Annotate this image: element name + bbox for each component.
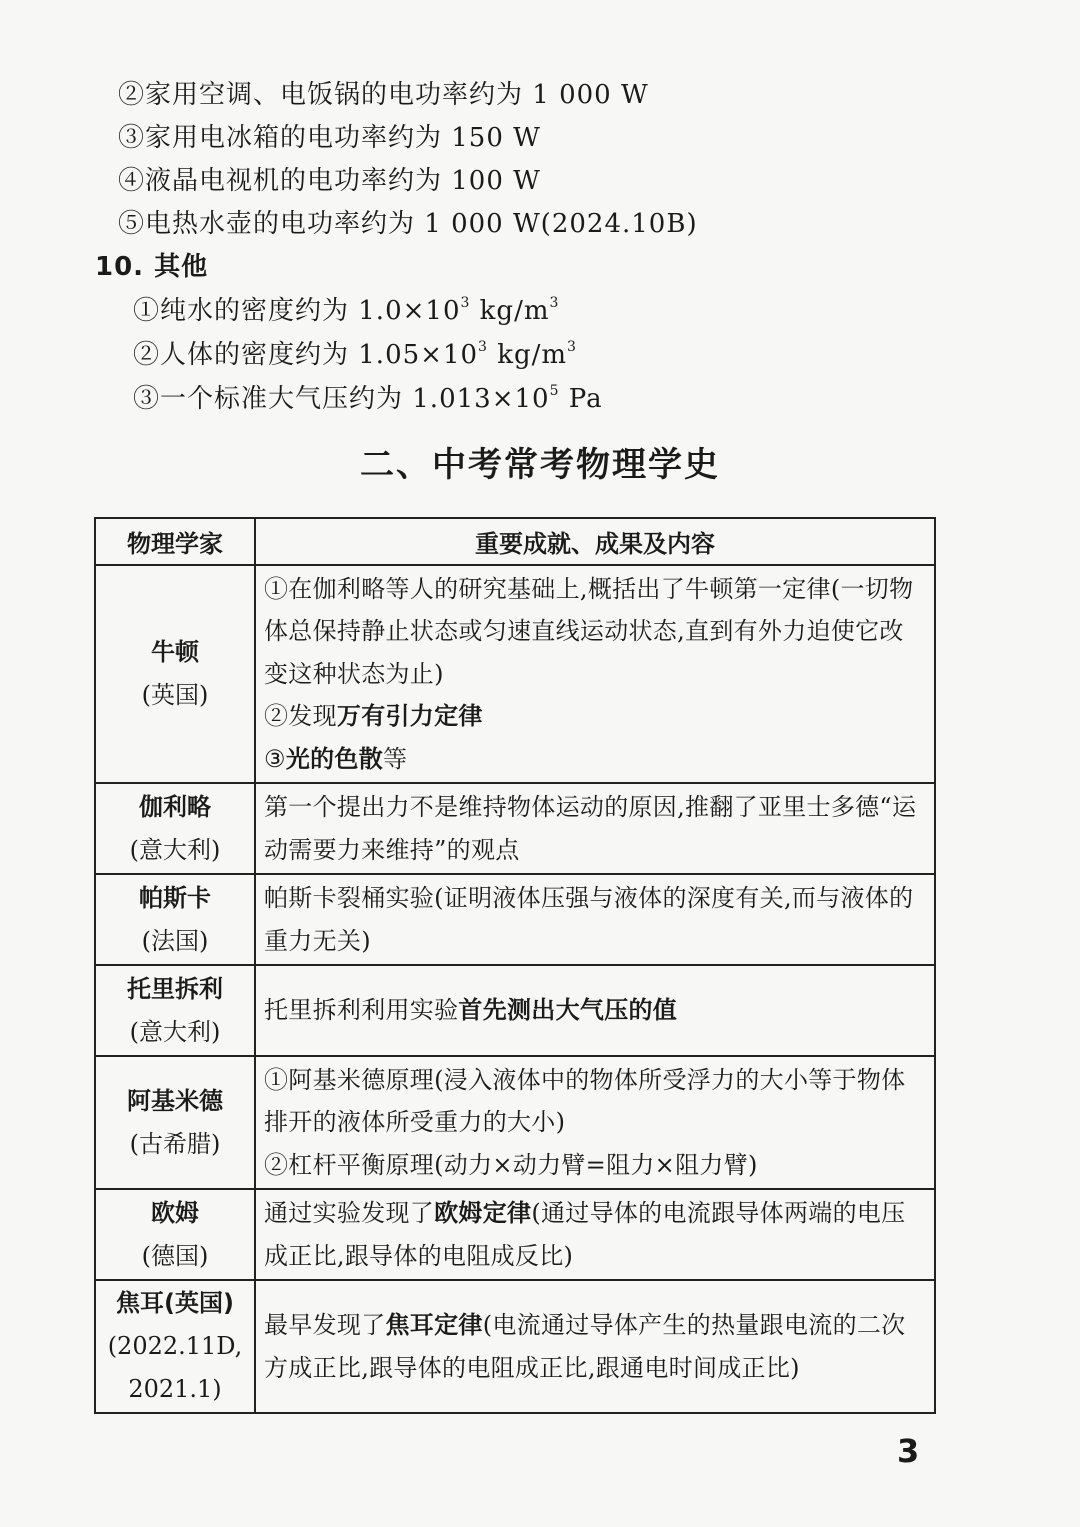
table-row	[95, 565, 935, 783]
scientist-name: 牛顿	[151, 638, 199, 666]
power-item: ④液晶电视机的电功率约为 100 W	[118, 166, 541, 196]
other-item-2: ②人体的密度约为 $1.05\times 10^3$ $kg/m^3$	[133, 339, 577, 370]
achievement-text: ③光的色散等	[264, 744, 408, 773]
achievement-text: ②杠杆平衡原理(动力×动力臂=阻力×阻力臂)	[264, 1150, 758, 1179]
scientist-country: (意大利)	[129, 835, 221, 864]
table-row	[95, 1280, 935, 1413]
scientist-name: 焦耳(英国)	[116, 1289, 234, 1317]
achievement-cell	[255, 1189, 935, 1280]
scientist-cell	[95, 1280, 255, 1413]
scientist-name: 托里拆利	[127, 974, 223, 1003]
table-row	[95, 1056, 935, 1189]
scientist-country: (德国)	[141, 1241, 209, 1270]
scientist-country: (意大利)	[129, 1017, 221, 1046]
header-physicist: 物理学家	[95, 518, 255, 565]
scientist-cell	[95, 783, 255, 874]
achievement-text: 通过实验发现了欧姆定律(通过导体的电流跟导体两端的电压成正比,跟导体的电阻成反比)	[264, 1199, 906, 1270]
scientist-country: (法国)	[141, 926, 209, 955]
achievement-cell	[255, 1056, 935, 1189]
scientist-name: 伽利略	[139, 792, 211, 821]
header-achievements: 重要成就、成果及内容	[255, 518, 935, 565]
achievement-text: ①阿基米德原理(浸入液体中的物体所受浮力的大小等于物体排开的液体所受重力的大小)	[264, 1065, 906, 1137]
achievement-cell	[255, 565, 935, 783]
exam-reference: (2022.11D,	[107, 1332, 243, 1360]
achievement-cell	[255, 965, 935, 1056]
power-item: ⑤电热水壶的电功率约为 1 000 W(2024.10B)	[118, 209, 698, 239]
scientist-name: 欧姆	[151, 1198, 199, 1227]
other-item-1: ①纯水的密度约为 $1.0\times 10^3$ $kg/m^3$	[133, 295, 560, 326]
scientist-name: 阿基米德	[127, 1086, 223, 1115]
achievement-text: 帕斯卡裂桶实验(证明液体压强与液体的深度有关,而与液体的重力无关)	[264, 884, 914, 955]
table-row	[95, 783, 935, 874]
scientist-country: (古希腊)	[129, 1129, 221, 1158]
power-item: ③家用电冰箱的电功率约为 150 W	[118, 123, 541, 153]
other-heading: 10. 其他	[95, 252, 209, 282]
table-row	[95, 965, 935, 1056]
page-number: 3	[897, 1432, 920, 1470]
scientist-country: (英国)	[141, 681, 209, 709]
achievement-cell	[255, 874, 935, 965]
section-title: 二、中考常考物理学史	[360, 445, 720, 485]
achievement-text: 托里拆利利用实验首先测出大气压的值	[264, 996, 678, 1025]
scientist-cell	[95, 1056, 255, 1189]
other-item-3: ③一个标准大气压约为 $1.013\times 10^5$ Pa	[133, 383, 603, 414]
scientist-name: 帕斯卡	[139, 883, 211, 912]
table-row	[95, 1189, 935, 1280]
power-item: ②家用空调、电饭锅的电功率约为 1 000 W	[118, 80, 649, 110]
physics-history-table	[94, 517, 936, 1414]
achievement-text: 第一个提出力不是维持物体运动的原因,推翻了亚里士多德“运动需要力来维持”的观点	[264, 793, 917, 864]
table-header-row	[95, 518, 935, 565]
achievement-cell	[255, 783, 935, 874]
exam-reference: 2021.1)	[128, 1375, 222, 1403]
scientist-cell	[95, 965, 255, 1056]
table-row	[95, 874, 935, 965]
scientist-cell	[95, 565, 255, 783]
achievement-text: 最早发现了焦耳定律(电流通过导体产生的热量跟电流的二次方成正比,跟导体的电阻成正比,跟通电时间成正比)	[264, 1311, 906, 1382]
achievement-text: ①在伽利略等人的研究基础上,概括出了牛顿第一定律(一切物体总保持静止状态或匀速直线运动状态,直到有外力迫使它改变这种状态为止)	[264, 574, 914, 688]
achievement-cell	[255, 1280, 935, 1413]
scientist-cell	[95, 1189, 255, 1280]
scientist-cell	[95, 874, 255, 965]
achievement-text: ②发现万有引力定律	[264, 702, 483, 731]
